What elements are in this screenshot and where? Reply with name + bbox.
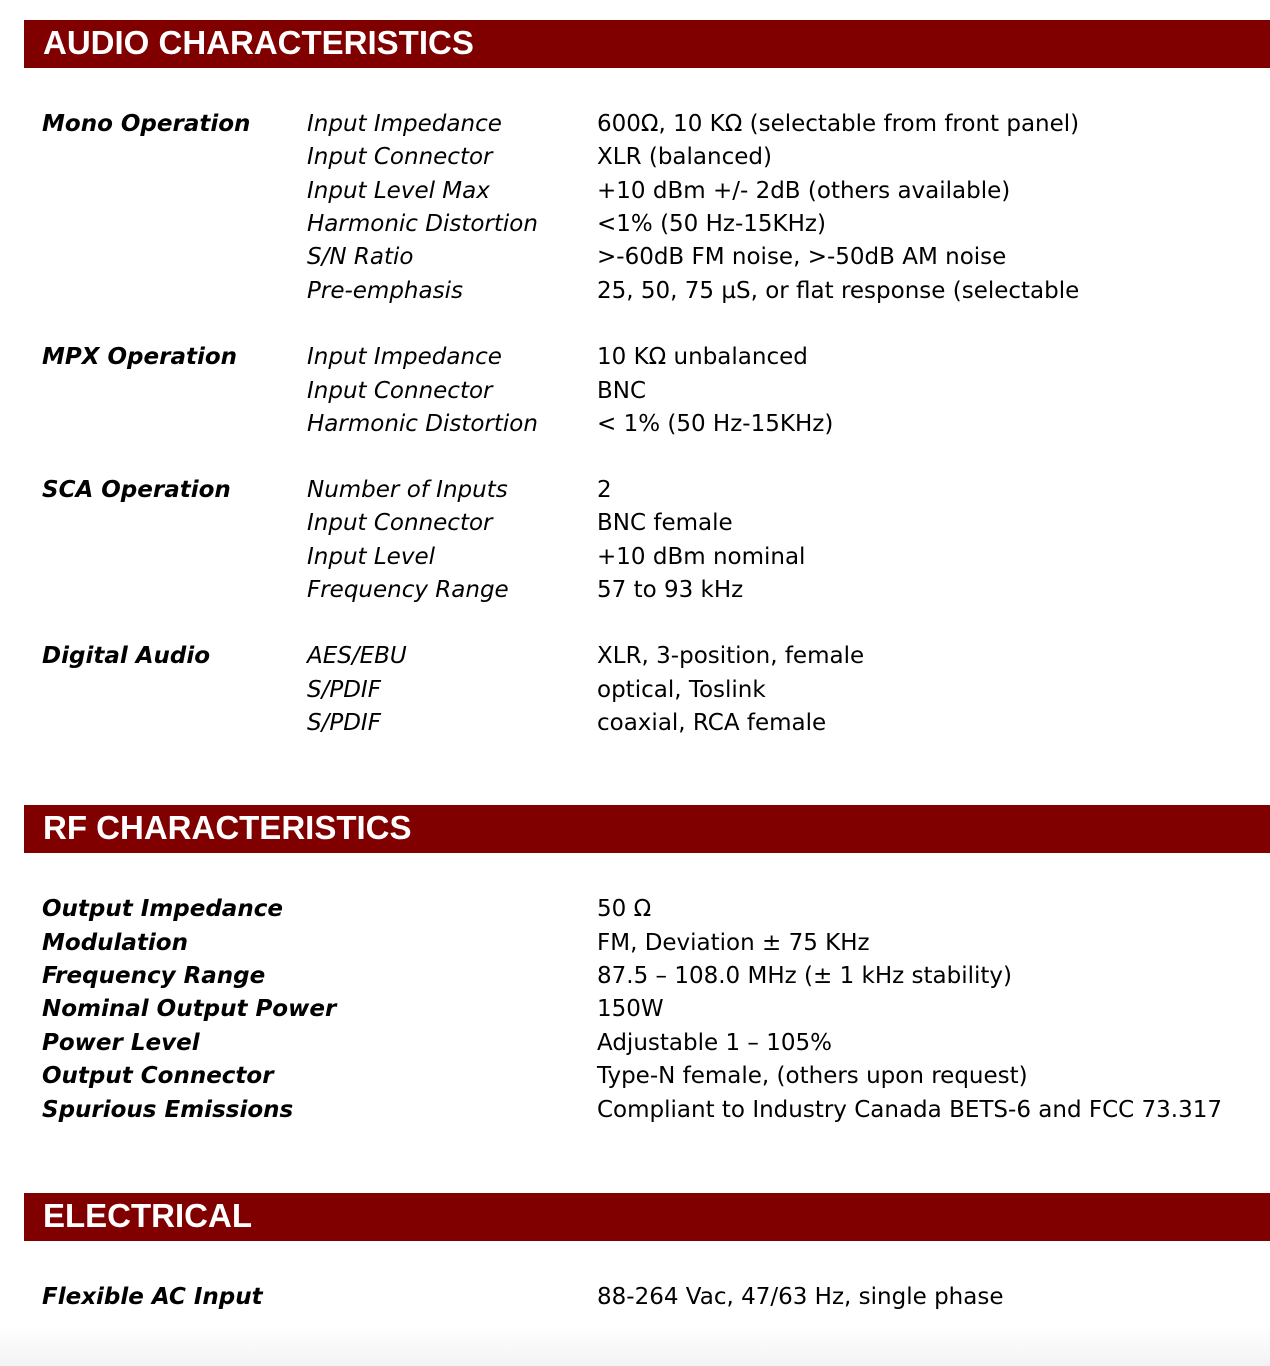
- spec-row: [0, 707, 1270, 740]
- param-value: 50 Ω: [597, 896, 652, 922]
- spec-row: [0, 574, 1270, 607]
- spec-row: [0, 541, 1270, 574]
- param-value: 87.5 – 108.0 MHz (± 1 kHz stability): [597, 963, 1012, 989]
- param-label: S/PDIF: [307, 677, 381, 703]
- param-label: Frequency Range: [307, 577, 509, 603]
- spec-row: [0, 141, 1270, 174]
- spec-row: [0, 1281, 1270, 1314]
- param-value: BNC female: [597, 510, 733, 536]
- group-label: Digital Audio: [42, 643, 211, 669]
- param-value: < 1% (50 Hz-15KHz): [597, 411, 834, 437]
- param-label: Input Impedance: [307, 344, 502, 370]
- param-label: Input Impedance: [307, 111, 502, 137]
- spec-row: [0, 375, 1270, 408]
- param-value: BNC: [597, 378, 647, 404]
- group-label: MPX Operation: [42, 344, 238, 370]
- param-value: +10 dBm +/- 2dB (others available): [597, 178, 1011, 204]
- param-label: Input Connector: [307, 144, 493, 170]
- param-value: >-60dB FM noise, >-50dB AM noise: [597, 244, 1007, 270]
- spec-row: [0, 674, 1270, 707]
- spec-row: [0, 241, 1270, 274]
- param-value: 2: [597, 477, 612, 503]
- param-label: Number of Inputs: [307, 477, 508, 503]
- spec-row: [0, 341, 1270, 374]
- param-value: 57 to 93 kHz: [597, 577, 744, 603]
- spec-row: [0, 474, 1270, 507]
- page-bottom-shadow: [0, 1326, 1270, 1366]
- spec-row: [0, 208, 1270, 241]
- spec-row: [0, 275, 1270, 308]
- group-label: Output Connector: [42, 1063, 274, 1089]
- group-label: Mono Operation: [42, 111, 251, 137]
- param-value: coaxial, RCA female: [597, 710, 827, 736]
- group-label: Output Impedance: [42, 896, 283, 922]
- group-label: Flexible AC Input: [42, 1284, 263, 1310]
- param-value: 600Ω, 10 KΩ (selectable from front panel): [597, 111, 1080, 137]
- group-label: SCA Operation: [42, 477, 231, 503]
- spec-row: [0, 108, 1270, 141]
- param-label: S/PDIF: [307, 710, 381, 736]
- param-value: 25, 50, 75 µS, or flat response (selectable: [597, 278, 1080, 304]
- param-label: Input Level: [307, 544, 435, 570]
- group-label: Power Level: [42, 1030, 200, 1056]
- param-label: S/N Ratio: [307, 244, 414, 270]
- param-value: XLR (balanced): [597, 144, 772, 170]
- param-label: Input Connector: [307, 510, 493, 536]
- spec-row: [0, 893, 1270, 926]
- spec-row: [0, 927, 1270, 960]
- param-label: Harmonic Distortion: [307, 211, 538, 237]
- spec-row: [0, 1060, 1270, 1093]
- param-label: Input Level Max: [307, 178, 490, 204]
- spec-row: [0, 408, 1270, 441]
- spec-row: [0, 993, 1270, 1026]
- electrical-section-header: ELECTRICAL: [24, 1193, 1270, 1241]
- spec-row: [0, 175, 1270, 208]
- param-label: AES/EBU: [307, 643, 407, 669]
- spec-row: [0, 960, 1270, 993]
- param-value: 10 KΩ unbalanced: [597, 344, 808, 370]
- param-value: <1% (50 Hz-15KHz): [597, 211, 826, 237]
- param-value: XLR, 3-position, female: [597, 643, 865, 669]
- group-label: Nominal Output Power: [42, 996, 337, 1022]
- group-label: Modulation: [42, 930, 188, 956]
- spec-row: [0, 507, 1270, 540]
- param-label: Input Connector: [307, 378, 493, 404]
- param-value: optical, Toslink: [597, 677, 766, 703]
- param-label: Pre-emphasis: [307, 278, 463, 304]
- param-value: +10 dBm nominal: [597, 544, 806, 570]
- spec-row: [0, 1094, 1270, 1127]
- param-value: Type-N female, (others upon request): [597, 1063, 1028, 1089]
- spec-row: [0, 1027, 1270, 1060]
- param-value: Adjustable 1 – 105%: [597, 1030, 832, 1056]
- spec-row: [0, 640, 1270, 673]
- rf-section-header: RF CHARACTERISTICS: [24, 805, 1270, 853]
- audio-section-header: AUDIO CHARACTERISTICS: [24, 20, 1270, 68]
- param-value: 150W: [597, 996, 664, 1022]
- group-label: Spurious Emissions: [42, 1097, 294, 1123]
- param-value: Compliant to Industry Canada BETS-6 and FCC 73.317: [597, 1097, 1222, 1123]
- param-value: 88-264 Vac, 47/63 Hz, single phase: [597, 1284, 1004, 1310]
- param-label: Harmonic Distortion: [307, 411, 538, 437]
- param-value: FM, Deviation ± 75 KHz: [597, 930, 870, 956]
- group-label: Frequency Range: [42, 963, 266, 989]
